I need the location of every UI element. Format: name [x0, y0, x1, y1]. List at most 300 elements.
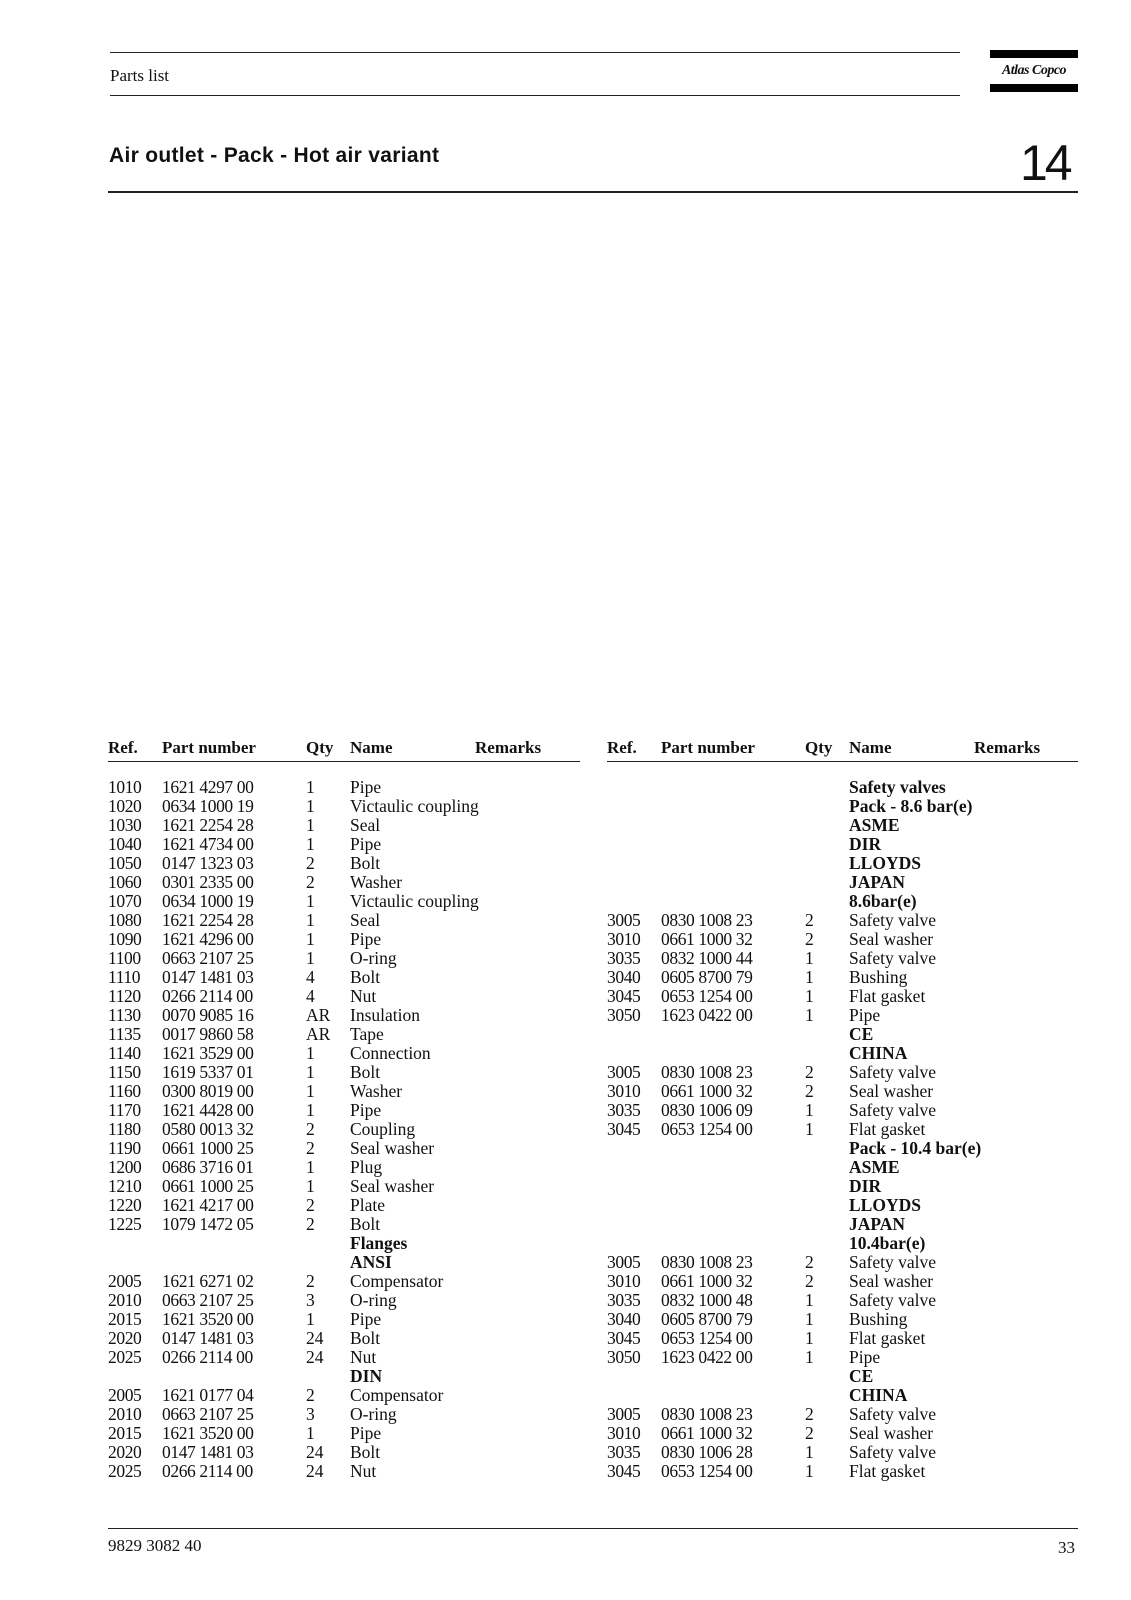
- table-row: [108, 968, 580, 987]
- name-cell: Plate: [350, 1195, 385, 1215]
- ref-cell: 3035: [607, 1290, 641, 1310]
- name-cell: Tape: [350, 1024, 384, 1044]
- qty-cell: 1: [306, 815, 315, 835]
- ref-cell: 1225: [108, 1214, 142, 1234]
- part-number-cell: 1621 4296 00: [162, 929, 254, 949]
- table-row: [607, 778, 1078, 797]
- part-number-cell: 1079 1472 05: [162, 1214, 254, 1234]
- table-row: [607, 1120, 1078, 1139]
- table-row: [607, 949, 1078, 968]
- table-row: [108, 1234, 580, 1253]
- table-row: [607, 1234, 1078, 1253]
- name-cell: DIR: [849, 834, 882, 854]
- part-number-cell: 0663 2107 25: [162, 948, 254, 968]
- part-number-cell: 0017 9860 58: [162, 1024, 254, 1044]
- name-cell: Bolt: [350, 1062, 381, 1082]
- part-number-cell: 0653 1254 00: [661, 1461, 753, 1481]
- part-number-cell: 0830 1008 23: [661, 1062, 753, 1082]
- table-row: [607, 1101, 1078, 1120]
- ref-cell: 1200: [108, 1157, 142, 1177]
- name-cell: Safety valve: [849, 1100, 936, 1120]
- col-qty: Qty: [805, 738, 833, 757]
- ref-cell: 1100: [108, 948, 141, 968]
- name-cell: Pipe: [350, 834, 382, 854]
- part-number-cell: 0634 1000 19: [162, 796, 254, 816]
- table-row: [607, 1215, 1078, 1234]
- part-number-cell: 0830 1006 09: [661, 1100, 753, 1120]
- table-row: [108, 854, 580, 873]
- table-row: [607, 1272, 1078, 1291]
- table-row: [108, 1462, 580, 1481]
- table-row: [607, 1367, 1078, 1386]
- table-row: [607, 930, 1078, 949]
- qty-cell: 1: [306, 1062, 315, 1082]
- qty-cell: AR: [306, 1005, 331, 1025]
- part-number-cell: 0830 1008 23: [661, 1404, 753, 1424]
- header-section-label: Parts list: [110, 66, 170, 85]
- table-row: [108, 1025, 580, 1044]
- name-cell: O-ring: [350, 948, 397, 968]
- header-top-rule: [110, 52, 960, 53]
- qty-cell: 1: [306, 1423, 315, 1443]
- table-row: [607, 1177, 1078, 1196]
- name-cell: Bolt: [350, 1328, 381, 1348]
- name-cell: Seal washer: [849, 929, 934, 949]
- col-ref: Ref.: [108, 738, 138, 757]
- name-cell: CHINA: [849, 1043, 908, 1063]
- qty-cell: 1: [306, 948, 315, 968]
- table-row: [607, 1158, 1078, 1177]
- ref-cell: 2015: [108, 1309, 142, 1329]
- qty-cell: 3: [306, 1404, 315, 1424]
- qty-cell: 2: [805, 910, 814, 930]
- ref-cell: 3005: [607, 1252, 641, 1272]
- table-row: [108, 797, 580, 816]
- part-number-cell: 1623 0422 00: [661, 1347, 753, 1367]
- part-number-cell: 0147 1323 03: [162, 853, 254, 873]
- footer-rule: [108, 1528, 1078, 1529]
- qty-cell: 3: [306, 1290, 315, 1310]
- ref-cell: 1135: [108, 1024, 141, 1044]
- table-row: [607, 1006, 1078, 1025]
- table-row: [108, 1405, 580, 1424]
- part-number-cell: 1623 0422 00: [661, 1005, 753, 1025]
- qty-cell: 1: [306, 929, 315, 949]
- qty-cell: 2: [306, 872, 315, 892]
- table-row: [108, 1386, 580, 1405]
- ref-cell: 3005: [607, 1404, 641, 1424]
- part-number-cell: 1621 3520 00: [162, 1423, 254, 1443]
- name-cell: JAPAN: [849, 1214, 906, 1234]
- part-number-cell: 1621 3529 00: [162, 1043, 254, 1063]
- qty-cell: 2: [805, 1081, 814, 1101]
- part-number-cell: 0653 1254 00: [661, 986, 753, 1006]
- logo-text: Atlas Copco: [1001, 63, 1067, 78]
- part-number-cell: 0605 8700 79: [661, 1309, 753, 1329]
- right-parts-table: [607, 778, 1078, 1481]
- qty-cell: 2: [306, 1214, 315, 1234]
- col-remarks: Remarks: [974, 738, 1041, 757]
- part-number-cell: 0832 1000 48: [661, 1290, 753, 1310]
- name-cell: Bushing: [849, 1309, 908, 1329]
- part-number-cell: 1621 0177 04: [162, 1385, 254, 1405]
- ref-cell: 1220: [108, 1195, 142, 1215]
- name-cell: Seal: [350, 815, 381, 835]
- qty-cell: AR: [306, 1024, 331, 1044]
- name-cell: Safety valve: [849, 1442, 936, 1462]
- qty-cell: 1: [306, 777, 315, 797]
- ref-cell: 2025: [108, 1347, 142, 1367]
- qty-cell: 2: [306, 1271, 315, 1291]
- ref-cell: 1020: [108, 796, 142, 816]
- part-number-cell: 0300 8019 00: [162, 1081, 254, 1101]
- left-parts-table: [108, 778, 580, 1481]
- name-cell: Safety valve: [849, 910, 936, 930]
- part-number-cell: 0653 1254 00: [661, 1119, 753, 1139]
- name-cell: Pack - 10.4 bar(e): [849, 1138, 982, 1158]
- table-row: [108, 816, 580, 835]
- table-row: [108, 1310, 580, 1329]
- ref-cell: 2010: [108, 1290, 142, 1310]
- table-row: [108, 1006, 580, 1025]
- table-row: [108, 1291, 580, 1310]
- qty-cell: 2: [805, 1404, 814, 1424]
- name-cell: Compensator: [350, 1271, 444, 1291]
- part-number-cell: 0663 2107 25: [162, 1290, 254, 1310]
- table-row: [607, 911, 1078, 930]
- qty-cell: 1: [805, 1119, 814, 1139]
- ref-cell: 2015: [108, 1423, 142, 1443]
- ref-cell: 2020: [108, 1328, 142, 1348]
- name-cell: Pipe: [849, 1347, 881, 1367]
- name-cell: Safety valve: [849, 1404, 936, 1424]
- qty-cell: 1: [306, 1176, 315, 1196]
- ref-cell: 1180: [108, 1119, 141, 1139]
- table-row: [607, 987, 1078, 1006]
- table-row: [607, 797, 1078, 816]
- table-row: [607, 1291, 1078, 1310]
- qty-cell: 1: [805, 986, 814, 1006]
- part-number-cell: 0832 1000 44: [661, 948, 753, 968]
- table-row: [108, 1063, 580, 1082]
- ref-cell: 1210: [108, 1176, 142, 1196]
- name-cell: Safety valve: [849, 1252, 936, 1272]
- qty-cell: 2: [805, 1423, 814, 1443]
- name-cell: ASME: [849, 815, 900, 835]
- part-number-cell: 0653 1254 00: [661, 1328, 753, 1348]
- ref-cell: 3005: [607, 1062, 641, 1082]
- table-row: [607, 1196, 1078, 1215]
- name-cell: Washer: [350, 872, 403, 892]
- ref-cell: 2010: [108, 1404, 142, 1424]
- qty-cell: 1: [805, 967, 814, 987]
- part-number-cell: 1621 4734 00: [162, 834, 254, 854]
- table-row: [607, 1044, 1078, 1063]
- table-row: [108, 1272, 580, 1291]
- page-number: 33: [1058, 1538, 1075, 1557]
- qty-cell: 1: [805, 1461, 814, 1481]
- name-cell: Flat gasket: [849, 1328, 926, 1348]
- left-table-header-rule: [108, 761, 580, 762]
- part-number-cell: 0070 9085 16: [162, 1005, 254, 1025]
- ref-cell: 3045: [607, 1328, 641, 1348]
- qty-cell: 1: [805, 948, 814, 968]
- name-cell: O-ring: [350, 1404, 397, 1424]
- name-cell: 10.4bar(e): [849, 1233, 926, 1253]
- name-cell: Pipe: [350, 929, 382, 949]
- table-row: [607, 968, 1078, 987]
- table-row: [607, 1310, 1078, 1329]
- ref-cell: 3050: [607, 1005, 641, 1025]
- table-row: [108, 1329, 580, 1348]
- name-cell: Pipe: [350, 1423, 382, 1443]
- name-cell: Seal washer: [849, 1271, 934, 1291]
- part-number-cell: 1621 4428 00: [162, 1100, 254, 1120]
- qty-cell: 1: [306, 1309, 315, 1329]
- atlas-copco-logo: [990, 50, 1078, 94]
- col-name: Name: [849, 738, 892, 757]
- part-number-cell: 0686 3716 01: [162, 1157, 254, 1177]
- part-number-cell: 0605 8700 79: [661, 967, 753, 987]
- table-row: [108, 911, 580, 930]
- title-rule: [108, 191, 1078, 193]
- name-cell: Flat gasket: [849, 986, 926, 1006]
- name-cell: Coupling: [350, 1119, 416, 1139]
- name-cell: DIR: [849, 1176, 882, 1196]
- name-cell: 8.6bar(e): [849, 891, 917, 911]
- name-cell: Bolt: [350, 1214, 381, 1234]
- ref-cell: 1190: [108, 1138, 141, 1158]
- ref-cell: 3010: [607, 1081, 641, 1101]
- ref-cell: 3045: [607, 986, 641, 1006]
- ref-cell: 3040: [607, 967, 641, 987]
- ref-cell: 1120: [108, 986, 141, 1006]
- ref-cell: 3010: [607, 1423, 641, 1443]
- name-cell: Pack - 8.6 bar(e): [849, 796, 973, 816]
- part-number-cell: 1619 5337 01: [162, 1062, 254, 1082]
- qty-cell: 2: [805, 1062, 814, 1082]
- table-row: [607, 1082, 1078, 1101]
- part-number-cell: 0147 1481 03: [162, 967, 254, 987]
- right-table-header-rule: [607, 761, 1078, 762]
- table-row: [108, 1367, 580, 1386]
- part-number-cell: 0301 2335 00: [162, 872, 254, 892]
- ref-cell: 3050: [607, 1347, 641, 1367]
- ref-cell: 1070: [108, 891, 142, 911]
- qty-cell: 1: [805, 1005, 814, 1025]
- name-cell: Pipe: [350, 1309, 382, 1329]
- part-number-cell: 0661 1000 32: [661, 1271, 753, 1291]
- table-row: [607, 1253, 1078, 1272]
- qty-cell: 2: [306, 1119, 315, 1139]
- table-row: [108, 1044, 580, 1063]
- ref-cell: 3010: [607, 1271, 641, 1291]
- ref-cell: 1160: [108, 1081, 141, 1101]
- col-qty: Qty: [306, 738, 334, 757]
- table-row: [108, 1082, 580, 1101]
- part-number-cell: 0266 2114 00: [162, 986, 253, 1006]
- part-number-cell: 0661 1000 32: [661, 1081, 753, 1101]
- name-cell: Washer: [350, 1081, 403, 1101]
- qty-cell: 4: [306, 967, 315, 987]
- table-row: [607, 892, 1078, 911]
- ref-cell: 2005: [108, 1271, 142, 1291]
- table-row: [607, 816, 1078, 835]
- ref-cell: 1080: [108, 910, 142, 930]
- table-row: [607, 1025, 1078, 1044]
- col-name: Name: [350, 738, 393, 757]
- table-row: [108, 873, 580, 892]
- table-row: [607, 1063, 1078, 1082]
- ref-cell: 1130: [108, 1005, 141, 1025]
- qty-cell: 1: [306, 834, 315, 854]
- ref-cell: 3005: [607, 910, 641, 930]
- table-row: [108, 1101, 580, 1120]
- part-number-cell: 0663 2107 25: [162, 1404, 254, 1424]
- table-row: [108, 1177, 580, 1196]
- document-number: 9829 3082 40: [108, 1536, 202, 1555]
- table-row: [108, 1348, 580, 1367]
- name-cell: Nut: [350, 986, 377, 1006]
- ref-cell: 3045: [607, 1119, 641, 1139]
- table-row: [108, 949, 580, 968]
- qty-cell: 2: [805, 1252, 814, 1272]
- name-cell: Safety valve: [849, 948, 936, 968]
- part-number-cell: 0661 1000 32: [661, 1423, 753, 1443]
- qty-cell: 1: [306, 1081, 315, 1101]
- part-number-cell: 1621 4217 00: [162, 1195, 254, 1215]
- qty-cell: 24: [306, 1347, 324, 1367]
- section-number: 14: [1020, 135, 1070, 191]
- name-cell: LLOYDS: [849, 853, 921, 873]
- table-row: [108, 892, 580, 911]
- table-row: [607, 1348, 1078, 1367]
- ref-cell: 1040: [108, 834, 142, 854]
- ref-cell: 2020: [108, 1442, 142, 1462]
- name-cell: JAPAN: [849, 872, 906, 892]
- col-remarks: Remarks: [475, 738, 542, 757]
- ref-cell: 2025: [108, 1461, 142, 1481]
- table-row: [607, 1386, 1078, 1405]
- qty-cell: 1: [805, 1100, 814, 1120]
- name-cell: Bushing: [849, 967, 908, 987]
- ref-cell: 1090: [108, 929, 142, 949]
- qty-cell: 2: [805, 929, 814, 949]
- qty-cell: 1: [805, 1442, 814, 1462]
- table-row: [108, 778, 580, 797]
- part-number-cell: 0266 2114 00: [162, 1461, 253, 1481]
- part-number-cell: 1621 4297 00: [162, 777, 254, 797]
- qty-cell: 1: [306, 891, 315, 911]
- name-cell: CE: [849, 1024, 874, 1044]
- table-row: [607, 1405, 1078, 1424]
- table-row: [108, 1253, 580, 1272]
- part-number-cell: 0661 1000 25: [162, 1138, 254, 1158]
- name-cell: Bolt: [350, 853, 381, 873]
- qty-cell: 2: [306, 853, 315, 873]
- page-title: Air outlet - Pack - Hot air variant: [109, 144, 440, 167]
- name-cell: Seal washer: [849, 1423, 934, 1443]
- ref-cell: 1060: [108, 872, 142, 892]
- table-row: [108, 1443, 580, 1462]
- table-row: [108, 1139, 580, 1158]
- ref-cell: 3035: [607, 1100, 641, 1120]
- name-cell: Insulation: [350, 1005, 420, 1025]
- ref-cell: 1140: [108, 1043, 141, 1063]
- ref-cell: 1170: [108, 1100, 141, 1120]
- table-row: [607, 1462, 1078, 1481]
- table-row: [607, 873, 1078, 892]
- qty-cell: 1: [306, 1100, 315, 1120]
- part-number-cell: 0830 1006 28: [661, 1442, 753, 1462]
- qty-cell: 4: [306, 986, 315, 1006]
- ref-cell: 1150: [108, 1062, 141, 1082]
- table-row: [108, 1215, 580, 1234]
- name-cell: Flat gasket: [849, 1461, 926, 1481]
- table-row: [108, 987, 580, 1006]
- qty-cell: 1: [805, 1328, 814, 1348]
- name-cell: Nut: [350, 1347, 377, 1367]
- part-number-cell: 0830 1008 23: [661, 1252, 753, 1272]
- name-cell: Victaulic coupling: [350, 796, 479, 816]
- name-cell: Victaulic coupling: [350, 891, 479, 911]
- name-cell: Plug: [350, 1157, 383, 1177]
- table-row: [607, 1443, 1078, 1462]
- name-cell: Safety valve: [849, 1290, 936, 1310]
- name-cell: CHINA: [849, 1385, 908, 1405]
- part-number-cell: 1621 2254 28: [162, 910, 254, 930]
- part-number-cell: 0830 1008 23: [661, 910, 753, 930]
- name-cell: Pipe: [849, 1005, 881, 1025]
- table-row: [108, 1120, 580, 1139]
- name-cell: CE: [849, 1366, 874, 1386]
- table-row: [607, 1424, 1078, 1443]
- table-row: [607, 1139, 1078, 1158]
- table-row: [108, 1158, 580, 1177]
- ref-cell: 3035: [607, 1442, 641, 1462]
- part-number-cell: 0661 1000 25: [162, 1176, 254, 1196]
- table-row: [607, 835, 1078, 854]
- name-cell: Nut: [350, 1461, 377, 1481]
- name-cell: Bolt: [350, 1442, 381, 1462]
- ref-cell: 3035: [607, 948, 641, 968]
- part-number-cell: 0147 1481 03: [162, 1442, 254, 1462]
- qty-cell: 1: [306, 910, 315, 930]
- name-cell: Connection: [350, 1043, 431, 1063]
- qty-cell: 1: [306, 1043, 315, 1063]
- col-part-number: Part number: [162, 738, 256, 757]
- table-row: [607, 1329, 1078, 1348]
- part-number-cell: 1621 6271 02: [162, 1271, 254, 1291]
- qty-cell: 1: [805, 1290, 814, 1310]
- qty-cell: 1: [805, 1347, 814, 1367]
- name-cell: Flat gasket: [849, 1119, 926, 1139]
- qty-cell: 24: [306, 1328, 324, 1348]
- part-number-cell: 0266 2114 00: [162, 1347, 253, 1367]
- qty-cell: 24: [306, 1461, 324, 1481]
- ref-cell: 3040: [607, 1309, 641, 1329]
- table-row: [108, 1196, 580, 1215]
- name-cell: Bolt: [350, 967, 381, 987]
- qty-cell: 24: [306, 1442, 324, 1462]
- name-cell: ANSI: [350, 1252, 392, 1272]
- name-cell: Seal: [350, 910, 381, 930]
- name-cell: Seal washer: [350, 1176, 435, 1196]
- name-cell: Seal washer: [849, 1081, 934, 1101]
- name-cell: Pipe: [350, 1100, 382, 1120]
- ref-cell: 3010: [607, 929, 641, 949]
- qty-cell: 2: [805, 1271, 814, 1291]
